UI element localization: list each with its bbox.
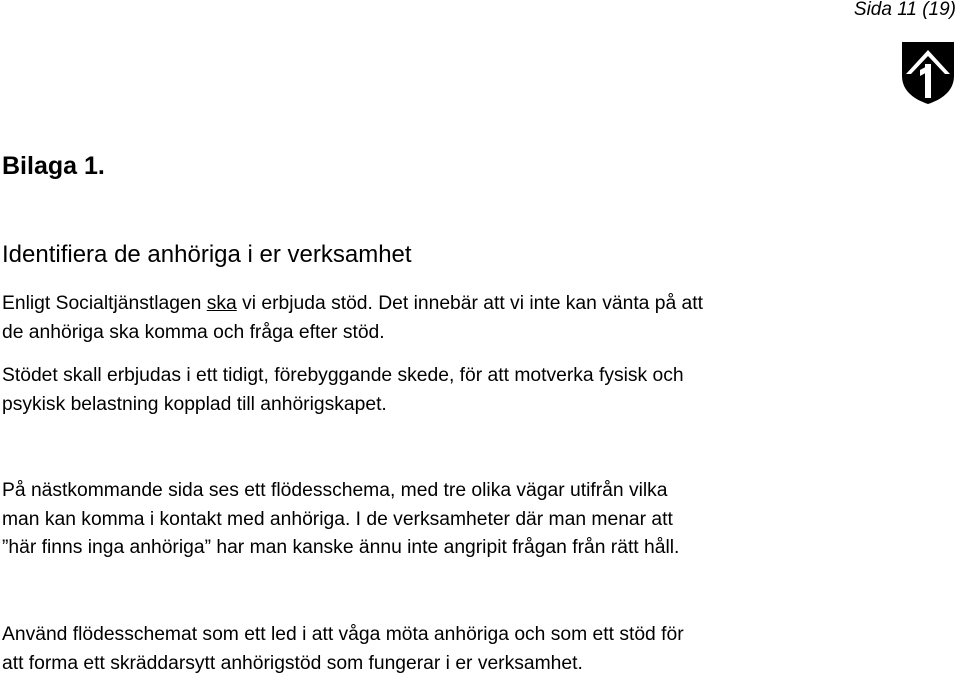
paragraph-line: ”här finns inga anhöriga” har man kanske ännu inte angripit frågan från rätt håll. <box>2 537 680 558</box>
paragraph-flowchart-intro <box>2 477 679 563</box>
paragraph-line: man kan komma i kontakt med anhöriga. I de verksamheter där man menar att <box>2 508 673 530</box>
paragraph-line: Stödet skall erbjudas i ett tidigt, förebyggande skede, för att motverka fysisk och <box>2 365 684 386</box>
text-span: vi erbjuda stöd. Det innebär att vi inte kan vänta på att <box>236 293 703 314</box>
section-heading: Identifiera de anhöriga i er verksamhet <box>2 241 412 268</box>
paragraph-line: Använd flödesschemat som ett led i att våga möta anhöriga och som ett stöd för <box>2 624 684 645</box>
text-span: Enligt Socialtjänstlagen <box>2 293 207 314</box>
paragraph-line <box>2 290 703 319</box>
paragraph-use-flowchart <box>2 621 684 678</box>
coat-of-arms-icon <box>900 40 956 106</box>
underlined-word: ska <box>206 293 237 314</box>
annex-title: Bilaga 1. <box>2 152 105 180</box>
paragraph-line: att forma ett skräddarsytt anhörigstöd som fungerar i er verksamhet. <box>2 652 583 674</box>
paragraph-line: de anhöriga ska komma och fråga efter stöd. <box>2 321 385 343</box>
paragraph-line: psykisk belastning kopplad till anhörigskapet. <box>2 393 387 415</box>
paragraph-line: På nästkommande sida ses ett flödesschema, med tre olika vägar utifrån vilka <box>2 480 668 501</box>
paragraph-early-support <box>2 362 684 419</box>
page-number: Sida 11 (19) <box>853 0 956 20</box>
paragraph-legal-basis <box>2 290 703 347</box>
